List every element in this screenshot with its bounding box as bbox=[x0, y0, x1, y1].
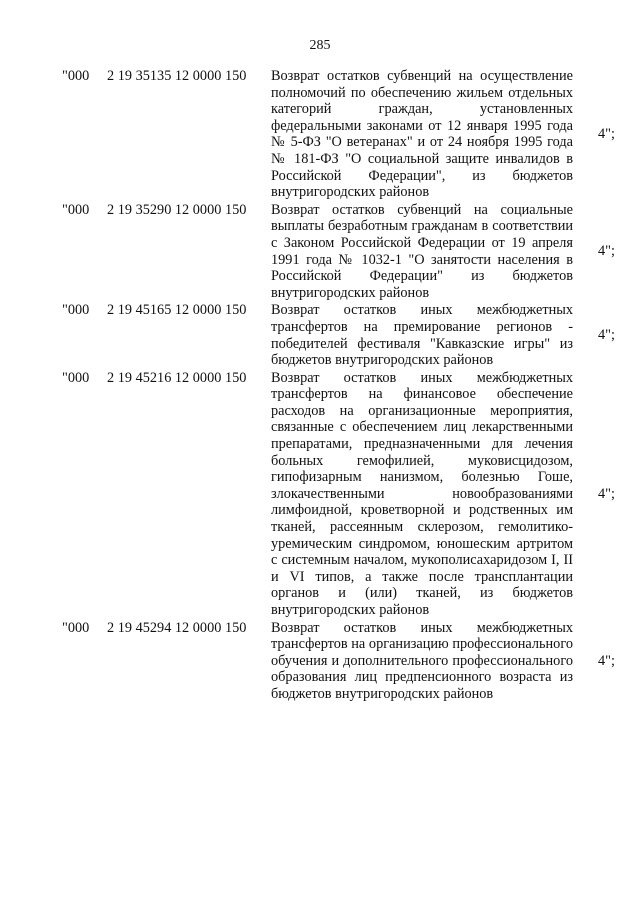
table-row bbox=[62, 68, 618, 201]
revenue-description: Возврат остатков субвенций на социальные выплаты безработным гражданам в соответствии с Законом Российской Федерации от 19 апреля 1991 года № 1032-1 "О занятости населения в Российской Федерации" из бюджетов внутригородских районов bbox=[271, 201, 573, 301]
row-quote-prefix: "000 bbox=[62, 369, 90, 386]
row-suffix: 4"; bbox=[598, 243, 615, 260]
budget-code: 2 19 35290 12 0000 150 bbox=[107, 201, 247, 218]
page-number: 285 bbox=[309, 38, 331, 53]
table-row bbox=[62, 620, 618, 703]
revenue-description: Возврат остатков субвенций на осуществление полномочий по обеспечению жильем отдельных категорий граждан, установленных федеральными законами от 12 января 1995 года № 5-ФЗ "О ветеранах" и от 24 ноября 1995 года № 181-ФЗ "О социальной защите инвалидов в Российской Федерации", из бюджетов внутригородских районов bbox=[271, 68, 573, 201]
row-suffix: 4"; bbox=[598, 126, 615, 143]
revenue-description: Возврат остатков иных межбюджетных трансфертов на организацию профессионального обучения и дополнительного профессионального образования лиц предпенсионного возраста из бюджетов внутригородских районов bbox=[271, 619, 573, 702]
row-quote-prefix: "000 bbox=[62, 201, 90, 218]
table-row bbox=[62, 202, 618, 302]
row-suffix: 4"; bbox=[598, 485, 615, 502]
row-quote-prefix: "000 bbox=[62, 302, 90, 319]
budget-code: 2 19 45294 12 0000 150 bbox=[107, 619, 247, 636]
row-suffix: 4"; bbox=[598, 327, 615, 344]
table-row bbox=[62, 302, 618, 368]
row-quote-prefix: "000 bbox=[62, 619, 90, 636]
budget-code-list bbox=[62, 68, 618, 704]
row-suffix: 4"; bbox=[598, 652, 615, 669]
revenue-description: Возврат остатков иных межбюджетных трансфертов на премирование регионов - победителей фестиваля "Кавказские игры" из бюджетов внутригородских районов bbox=[271, 302, 573, 369]
budget-code: 2 19 45216 12 0000 150 bbox=[107, 369, 247, 386]
budget-code: 2 19 35135 12 0000 150 bbox=[107, 68, 247, 84]
revenue-description: Возврат остатков иных межбюджетных трансфертов на финансовое обеспечение расходов на организационные мероприятия, связанные с обеспечением лиц лекарственными препаратами, предназначенными для лечения больных гемофилией, муковисцидозом, гипофизарным нанизмом, болезнью Гоше, злокачественными новообразованиями лимфоидной, кроветворной и родственных им тканей, рассеянным склерозом, гемолитико-уремическим синдромом, юношеским артритом с системным началом, мукополисахаридозом I, II и VI типов, а также после трансплантации органов и (или) тканей, из бюджетов внутригородских районов bbox=[271, 369, 573, 618]
table-row bbox=[62, 370, 618, 619]
row-quote-prefix: "000 bbox=[62, 68, 90, 84]
budget-code: 2 19 45165 12 0000 150 bbox=[107, 302, 247, 319]
